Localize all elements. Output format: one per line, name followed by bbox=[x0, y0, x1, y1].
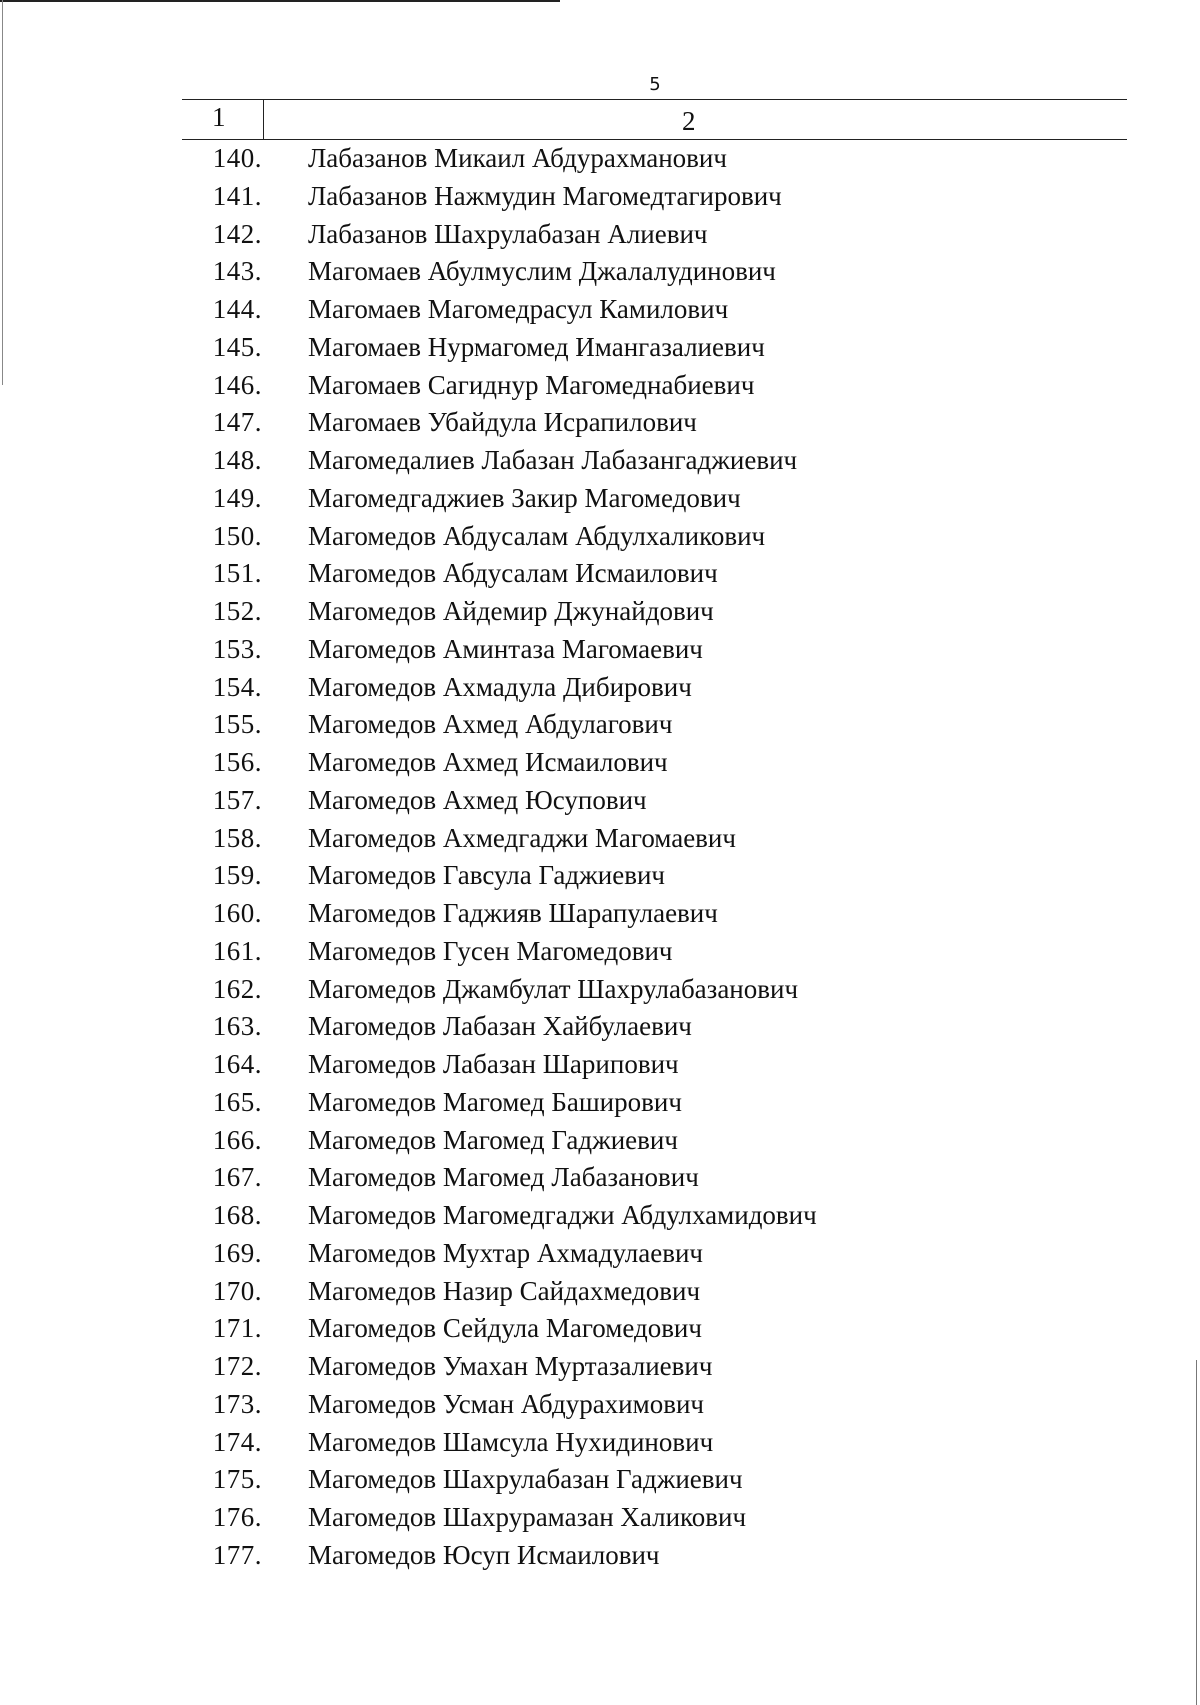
person-name: Магомедалиев Лабазан Лабазангаджиевич bbox=[308, 445, 798, 475]
person-name: Лабазанов Микаил Абдурахманович bbox=[308, 143, 727, 173]
person-name: Магомаев Нурмагомед Имангазалиевич bbox=[308, 331, 765, 362]
row-number: 169. bbox=[212, 1237, 262, 1268]
table-row bbox=[0, 1046, 1200, 1084]
column-divider bbox=[263, 100, 264, 139]
person-name: Магомедов Назир Сайдахмедович bbox=[308, 1275, 701, 1306]
person-name: Магомаев Магомедрасул Камилович bbox=[308, 294, 729, 324]
person-name: Магомедов Магомед Гаджиевич bbox=[308, 1124, 678, 1155]
row-number: 167. bbox=[212, 1162, 262, 1193]
row-number: 141. bbox=[212, 180, 262, 211]
table-row bbox=[0, 1122, 1200, 1160]
row-number: 165. bbox=[212, 1086, 262, 1117]
table-row bbox=[0, 1499, 1200, 1537]
table-row bbox=[0, 857, 1200, 895]
table-row bbox=[0, 933, 1200, 971]
row-number: 145. bbox=[212, 331, 262, 362]
person-name: Магомедов Магомед Лабазанович bbox=[308, 1162, 699, 1193]
row-number: 162. bbox=[212, 973, 262, 1004]
row-number: 154. bbox=[212, 671, 262, 702]
page-number: 5 bbox=[649, 74, 661, 95]
person-name: Магомедов Айдемир Джунайдович bbox=[308, 596, 714, 626]
row-number: 150. bbox=[212, 520, 262, 551]
row-number: 153. bbox=[212, 633, 262, 664]
person-name: Магомедов Абдусалам Исмаилович bbox=[308, 558, 718, 589]
person-name: Магомедов Гаджияв Шарапулаевич bbox=[308, 898, 718, 928]
row-number: 152. bbox=[212, 596, 262, 626]
table-row bbox=[0, 442, 1200, 480]
person-name: Магомедов Шахрурамазан Халикович bbox=[308, 1502, 747, 1532]
table-row bbox=[0, 1084, 1200, 1122]
person-name: Магомедов Гавсула Гаджиевич bbox=[308, 860, 666, 891]
table-row bbox=[0, 291, 1200, 329]
row-number: 170. bbox=[212, 1275, 262, 1306]
scan-edge-line bbox=[0, 0, 560, 2]
table-row bbox=[0, 895, 1200, 933]
row-number: 143. bbox=[212, 256, 262, 287]
person-name: Магомедов Гусен Магомедович bbox=[308, 935, 673, 966]
row-number: 157. bbox=[212, 784, 262, 815]
table-row bbox=[0, 744, 1200, 782]
person-name: Магомедов Шамсула Нухидинович bbox=[308, 1426, 714, 1457]
person-name: Магомаев Убайдула Исрапилович bbox=[308, 407, 697, 438]
row-number: 171. bbox=[212, 1313, 262, 1344]
row-number: 155. bbox=[212, 709, 262, 740]
table-row bbox=[0, 518, 1200, 556]
person-name: Магомедов Ахмед Исмаилович bbox=[308, 747, 668, 777]
table-row bbox=[0, 782, 1200, 820]
person-name: Магомедов Сейдула Магомедович bbox=[308, 1313, 702, 1344]
table-row bbox=[0, 253, 1200, 291]
column-header-name: 2 bbox=[682, 106, 696, 136]
table-row bbox=[0, 1461, 1200, 1499]
table-row bbox=[0, 216, 1200, 254]
person-name: Магомедов Магомед Баширович bbox=[308, 1086, 682, 1117]
row-number: 161. bbox=[212, 935, 262, 966]
row-number: 158. bbox=[212, 822, 262, 853]
row-number: 176. bbox=[212, 1502, 262, 1532]
row-number: 174. bbox=[212, 1426, 262, 1457]
table-row bbox=[0, 1424, 1200, 1462]
person-name: Магомедов Юсуп Исмаилович bbox=[308, 1539, 660, 1570]
table-row bbox=[0, 329, 1200, 367]
row-number: 149. bbox=[212, 482, 262, 513]
row-number: 140. bbox=[212, 143, 262, 173]
person-name: Магомедов Ахмед Юсупович bbox=[308, 784, 647, 815]
row-number: 156. bbox=[212, 747, 262, 777]
person-name: Магомедов Усман Абдурахимович bbox=[308, 1388, 704, 1419]
row-number: 159. bbox=[212, 860, 262, 891]
person-name: Магомедов Аминтаза Магомаевич bbox=[308, 633, 703, 664]
person-name: Магомедов Ахмед Абдулагович bbox=[308, 709, 673, 740]
person-name: Магомедов Джамбулат Шахрулабазанович bbox=[308, 973, 799, 1004]
row-number: 164. bbox=[212, 1049, 262, 1079]
table-row bbox=[0, 404, 1200, 442]
table-row bbox=[0, 480, 1200, 518]
person-name: Магомедов Абдусалам Абдулхаликович bbox=[308, 520, 766, 551]
row-number: 151. bbox=[212, 558, 262, 589]
table-row bbox=[0, 1386, 1200, 1424]
name-list bbox=[0, 140, 1200, 1575]
table-row bbox=[0, 555, 1200, 593]
row-number: 173. bbox=[212, 1388, 262, 1419]
person-name: Магомедов Ахмадула Дибирович bbox=[308, 671, 692, 702]
row-number: 172. bbox=[212, 1351, 262, 1381]
person-name: Магомедгаджиев Закир Магомедович bbox=[308, 482, 741, 513]
table-row bbox=[0, 1273, 1200, 1311]
row-number: 166. bbox=[212, 1124, 262, 1155]
row-number: 175. bbox=[212, 1464, 262, 1495]
person-name: Магомедов Лабазан Шарипович bbox=[308, 1049, 679, 1079]
table-row bbox=[0, 1310, 1200, 1348]
row-number: 177. bbox=[212, 1539, 262, 1570]
row-number: 147. bbox=[212, 407, 262, 438]
row-number: 168. bbox=[212, 1200, 262, 1230]
table-row bbox=[0, 1235, 1200, 1273]
table-row bbox=[0, 1348, 1200, 1386]
table-row bbox=[0, 971, 1200, 1009]
person-name: Магомедов Магомедгаджи Абдулхамидович bbox=[308, 1200, 817, 1230]
table-row bbox=[0, 140, 1200, 178]
person-name: Магомедов Ахмедгаджи Магомаевич bbox=[308, 822, 736, 853]
table-row bbox=[0, 178, 1200, 216]
person-name: Магомедов Мухтар Ахмадулаевич bbox=[308, 1237, 704, 1268]
table-row bbox=[0, 367, 1200, 405]
table-row bbox=[0, 1008, 1200, 1046]
row-number: 148. bbox=[212, 445, 262, 475]
person-name: Магомедов Лабазан Хайбулаевич bbox=[308, 1011, 692, 1042]
table-header bbox=[182, 99, 1127, 140]
table-row bbox=[0, 820, 1200, 858]
table-row bbox=[0, 1197, 1200, 1235]
row-number: 142. bbox=[212, 218, 262, 249]
person-name: Магомедов Шахрулабазан Гаджиевич bbox=[308, 1464, 743, 1495]
person-name: Лабазанов Шахрулабазан Алиевич bbox=[308, 218, 708, 249]
person-name: Магомаев Абулмуслим Джалалудинович bbox=[308, 256, 776, 287]
table-row bbox=[0, 1159, 1200, 1197]
row-number: 160. bbox=[212, 898, 262, 928]
table-row bbox=[0, 669, 1200, 707]
table-row bbox=[0, 593, 1200, 631]
person-name: Лабазанов Нажмудин Магомедтагирович bbox=[308, 180, 782, 211]
table-row bbox=[0, 1537, 1200, 1575]
row-number: 163. bbox=[212, 1011, 262, 1042]
row-number: 144. bbox=[212, 294, 262, 324]
person-name: Магомаев Сагиднур Магомеднабиевич bbox=[308, 369, 755, 400]
table-row bbox=[0, 631, 1200, 669]
column-header-number: 1 bbox=[212, 102, 226, 132]
row-number: 146. bbox=[212, 369, 262, 400]
person-name: Магомедов Умахан Муртазалиевич bbox=[308, 1351, 713, 1381]
table-row bbox=[0, 706, 1200, 744]
